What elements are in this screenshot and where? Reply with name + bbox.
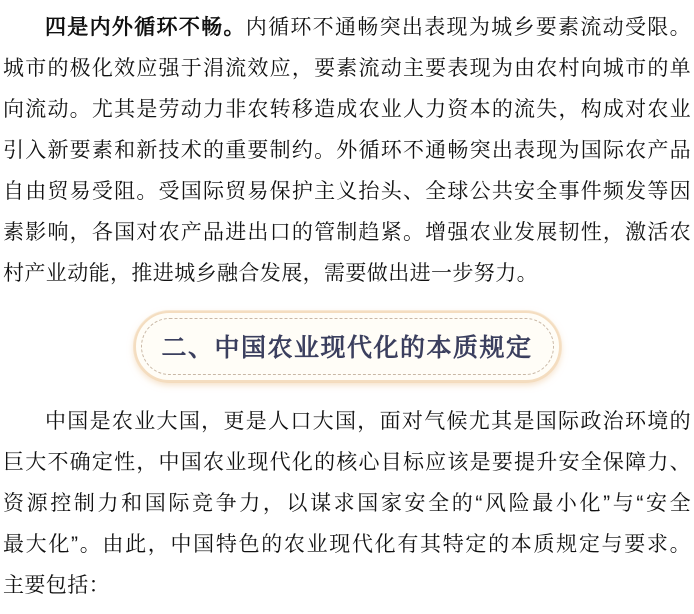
paragraph1-line6: 素影响，各国对农产品进出口的管制趋紧。增强农业发展韧性，激活农 [3, 221, 691, 244]
paragraph1-line4: 引入新要素和新技术的重要制约。外循环不通畅突出表现为国际农产品 [3, 139, 691, 162]
paragraph2-line5: 主要包括： [3, 574, 110, 597]
paragraph1-line3: 向流动。尤其是劳动力非农转移造成农业人力资本的流失，构成对农业 [3, 98, 691, 121]
section-heading-title: 二、中国农业现代化的本质规定 [161, 334, 533, 362]
paragraph1-line2: 城市的极化效应强于涓流效应，要素流动主要表现为由农村向城市的单 [3, 57, 691, 80]
paragraph1-line1 [3, 7, 691, 48]
section-heading-pill-inner [141, 318, 554, 375]
paragraph1-line1-rest: 内循环不通畅突出表现为城乡要素流动受限。 [245, 16, 691, 39]
paragraph-china-agriculture-modernization [3, 401, 691, 606]
section-heading-pill [134, 311, 561, 382]
paragraph-internal-external-circulation [3, 7, 691, 294]
paragraph2-line4: 最大化”。由此，中国特色的农业现代化有其特定的本质规定与要求。 [3, 533, 691, 556]
paragraph2-line2: 巨大不确定性，中国农业现代化的核心目标应该是要提升安全保障力、 [3, 451, 691, 474]
paragraph1-line5: 自由贸易受阻。受国际贸易保护主义抬头、全球公共安全事件频发等因 [3, 180, 691, 203]
paragraph1-bold-lead: 四是内外循环不畅。 [45, 16, 246, 39]
paragraph1-line7: 村产业动能，推进城乡融合发展，需要做出进一步努力。 [3, 262, 538, 285]
paragraph2-line3: 资源控制力和国际竞争力，以谋求国家安全的“风险最小化”与“安全 [3, 492, 691, 515]
paragraph2-line1: 中国是农业大国，更是人口大国，面对气候尤其是国际政治环境的 [45, 410, 691, 433]
